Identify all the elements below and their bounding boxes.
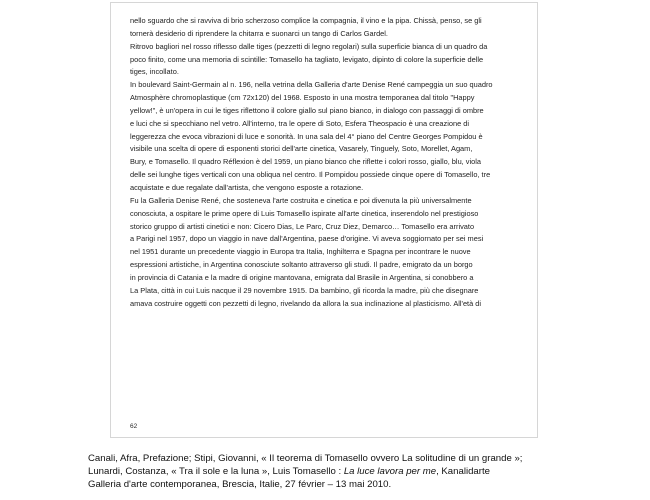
- page-body-text: [130, 15, 528, 310]
- page-text-line: Atmosphère chromoplastique (cm 72x120) del 1968. Esposto in una mostra temporanea dal titolo "Happy: [130, 93, 475, 103]
- caption-line-2-start: Lunardi, Costanza, « Tra il sole e la luna », Luis Tomasello :: [88, 466, 344, 477]
- page-text-line: storico gruppo di artisti cinetici e non: Cicero Dias, Le Parc, Cruz Diez, Demarco… Tomasello era arrivato: [130, 221, 475, 231]
- page-text-line: In boulevard Saint-Germain al n. 196, nella vetrina della Galleria d'arte Denise René campeggia un suo quadro: [130, 80, 493, 90]
- caption-line-3: Galleria d'arte contemporanea, Brescia, Italie, 27 février – 13 mai 2010.: [88, 479, 392, 490]
- page-text-line: delle sei lunghe tiges verticali con una obliqua nel centro. Il Pompidou possiede cinque opere di Tomasello, tre: [130, 170, 491, 180]
- page-text-line: leggerezza che evoca vibrazioni di luce e sonorità. In una sala del 4° piano del Centre Georges Pompidou è: [130, 131, 483, 141]
- page-text-line: acquistate e due regalate dall'artista, che vengono esposte a rotazione.: [130, 182, 364, 192]
- page-text-line: espressioni artistiche, in Argentina conosciute soltanto attraverso gli studi. Il padre, emigrato da un borgo: [130, 260, 473, 270]
- page-text-line: Fu la Galleria Denise René, che sosteneva l'arte costruita e cinetica e poi divenuta la più universalmente: [130, 195, 472, 205]
- page-text-line: Ritrovo bagliori nel rosso riflesso dalle tiges (pezzetti di legno regolari) sulla superficie bianca di un quadro da: [130, 41, 488, 51]
- scanned-book-page: [110, 2, 538, 438]
- page-text-line: yellow!", è un'opera in cui le tiges riflettono il colore giallo sul piano bianco, in dialogo con passaggi di ombre: [130, 105, 484, 115]
- page-text-line: nel 1951 durante un precedente viaggio in Europa tra Italia, Inghilterra e Spagna per incontrare le nuove: [130, 247, 471, 257]
- page-text-line: e luci che si specchiano nel vetro. All'interno, tra le opere di Soto, Esfera Theospacio è una creazione di: [130, 118, 469, 128]
- page-text-line: tornerà desiderio di riprendere la chitarra e suonarci un tango di Carlos Gardel.: [130, 28, 388, 38]
- caption-line-2: [88, 465, 644, 478]
- caption-book-title: La luce lavora per me: [343, 466, 437, 477]
- citation-caption: [88, 452, 644, 491]
- page-text-line: poco finito, come una memoria di scintille: Tomasello ha tagliato, levigato, dipinto di colore la superficie delle: [130, 54, 484, 64]
- page-text-line: in provincia di Catania e la madre di origine mantovana, emigrata dal Brasile in Argentina, si conobbero a: [130, 272, 474, 282]
- page-text-line: Bury, e Tomasello. Il quadro Réflexion è del 1959, un piano bianco che riflette i colori rosso, giallo, blu, viola: [130, 157, 481, 167]
- caption-line-2-end: , Kanalidarte: [436, 466, 490, 477]
- caption-line-1: Canali, Afra, Prefazione; Stipi, Giovanni, « Il teorema di Tomasello ovvero La solitudine di un grande »;: [88, 453, 523, 464]
- page-text-line: La Plata, città in cui Luis nacque il 29 novembre 1915. Da bambino, gli ricorda la madre, più che disegnare: [130, 285, 479, 295]
- page-text-line: amava costruire oggetti con pezzetti di legno, rivelando da allora la sua inclinazione al plasticismo. All'età di: [130, 298, 482, 308]
- page-text-line: a Parigi nel 1957, dopo un viaggio in nave dall'Argentina, paese d'origine. Vi aveva soggiornato per sei mesi: [130, 234, 484, 244]
- page-text-line: tiges, incollato.: [130, 67, 179, 77]
- page-text-line: nello sguardo che si ravviva di brio scherzoso complice la compagnia, il vino e la pipa. Chissà, penso, se gli: [130, 16, 482, 25]
- page-text-line: visibile una scelta di opere di esponenti storici dell'arte cinetica, Vasarely, Tinguely, Soto, Morellet, Agam,: [130, 144, 473, 154]
- page-text-line: conosciuta, a ospitare le prime opere di Luis Tomasello ispirate all'arte cinetica, inserendolo nel prestigioso: [130, 208, 479, 218]
- page-number: 62: [130, 423, 138, 430]
